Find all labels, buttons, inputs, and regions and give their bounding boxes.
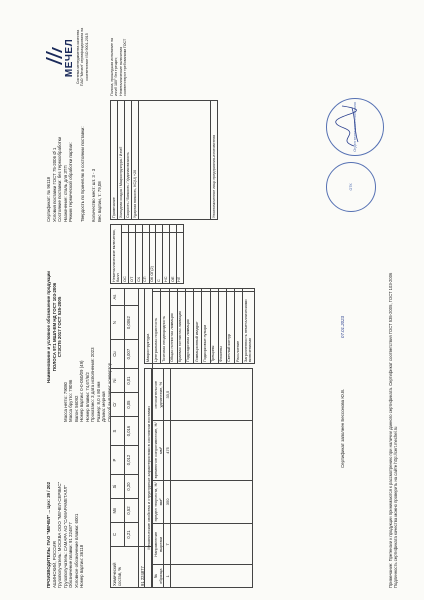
mech-header: Направление вырезки bbox=[152, 524, 164, 565]
mech-caption: Механические свойства и структурные характеристики в состоянии поставки bbox=[145, 369, 152, 588]
tests-table bbox=[110, 100, 218, 220]
inclusion-row: ОТ bbox=[129, 233, 136, 284]
inclusion-row: ОЕ bbox=[170, 233, 177, 284]
handwritten-signature bbox=[332, 104, 362, 148]
purpose: Назначение: сталь для ЗТП bbox=[62, 165, 68, 222]
mech-cell: 33,5 bbox=[164, 369, 171, 421]
heat-treatment: Режим термической обработки партии: bbox=[68, 142, 73, 222]
chem-col: Si bbox=[111, 475, 125, 499]
tests-title: Примечание bbox=[111, 101, 118, 220]
chem-col: P bbox=[111, 446, 125, 475]
sign-date: 07.01.2023 bbox=[340, 316, 345, 338]
inclusion-row: СП bbox=[142, 233, 149, 284]
inclusion-row: НЛ bbox=[176, 233, 183, 284]
melting-method: Способ выплавки: конвертор bbox=[106, 362, 112, 422]
chem-col: N bbox=[111, 306, 125, 340]
mech-cell: 350 bbox=[164, 480, 171, 524]
mech-cell: 475 bbox=[164, 421, 171, 480]
product-name: ПОЛОСА 9Т1 МШЛ-ЕМ НД ГОСТ 103-2006 bbox=[51, 282, 57, 372]
chem-col: Mn bbox=[111, 499, 125, 523]
header-mid bbox=[46, 232, 112, 422]
chem-value: 0,01 bbox=[125, 369, 139, 393]
heat-label: 91 224877 bbox=[139, 547, 153, 588]
test-row: Уполномоченное лицо предприятия-изготовителя bbox=[211, 101, 218, 220]
batch-number: Номер партии: 0-0-050/09 (49) bbox=[79, 360, 84, 422]
inclusion-row: ОС bbox=[122, 233, 129, 284]
chem-value: 0,0062 bbox=[125, 306, 139, 340]
qty-packs: Количество мест: шт. 3 - 3 bbox=[91, 168, 96, 222]
footer-note: Примечание: Претензии к продукции принимаются к рассмотрению при наличии данного сертификата. Сертификат соответствия ГОСТ 535-2005, ГОСТ 103-2006 bbox=[388, 272, 393, 588]
chem-value: 0,016 bbox=[125, 417, 139, 446]
chem-value: 0,52 bbox=[125, 499, 139, 523]
order-no: Обозначение плавки: 91 224877 bbox=[68, 522, 73, 588]
length: Длина: мерная bbox=[101, 391, 106, 422]
mechanical-properties-table bbox=[144, 368, 253, 588]
rolled: Прокатано: 3 дата исполнения: 2023 bbox=[90, 347, 95, 422]
product-standard: СТ3СП5 2017 ГОСТ 535-2005 bbox=[57, 296, 62, 358]
mech-header: относительное удлинение, % bbox=[152, 369, 164, 421]
inclusions-title: Неметаллические включения, балл bbox=[111, 225, 122, 284]
chem-head-label: Химический состав, % bbox=[111, 547, 139, 588]
footer bbox=[388, 48, 399, 588]
chem-value: 0,21 bbox=[125, 523, 139, 547]
mech-cell: 1 bbox=[164, 565, 171, 588]
header-left bbox=[46, 438, 85, 588]
product-title: Наименование и условное обозначение продукции bbox=[46, 271, 51, 383]
hardness: Твердость по Бринеллю в состоянии поставки: bbox=[79, 126, 85, 222]
chem-col: Cu bbox=[111, 340, 125, 369]
wagon: Вагон: 56092 bbox=[73, 395, 79, 422]
chem-col: Cr bbox=[111, 393, 125, 417]
macrostructure-table bbox=[144, 288, 255, 364]
chem-value bbox=[125, 289, 139, 306]
macro-row-label: Точечная неоднородность bbox=[161, 292, 169, 364]
macro-row-label: Подусадочная ликвация bbox=[185, 292, 193, 364]
mech-header: предел текучести, Н/мм² bbox=[152, 480, 164, 524]
brand-name: МЕЧЕЛ bbox=[64, 38, 75, 78]
chem-value: 0,05 bbox=[125, 393, 139, 417]
macro-row-label: Краевая пятнистая ликвация bbox=[177, 292, 185, 364]
size: Размер: 8,0 х 80 мм bbox=[95, 381, 101, 422]
macro-row-label: Ликвационный квадрат bbox=[194, 292, 202, 364]
batch-no: Номер партии: 36118 bbox=[79, 544, 84, 588]
chem-value: 0,012 bbox=[125, 446, 139, 475]
macro-row-label: Загрязненность неметаллическими включениями bbox=[243, 292, 254, 364]
chem-col: Ni bbox=[111, 369, 125, 393]
signer-name: Сертификат заполнен Бессонова Ю.В. bbox=[340, 388, 345, 468]
mass-net: Масса нетто: 79080 bbox=[62, 382, 68, 422]
inclusions-table bbox=[110, 224, 184, 284]
mech-cell: Т bbox=[164, 524, 171, 565]
inclusion-row: ОК ОГ(2) bbox=[149, 233, 156, 284]
macro-row-label: Центральная пористость bbox=[153, 292, 161, 364]
mech-header: № образца bbox=[152, 565, 164, 588]
chem-value: 0,20 bbox=[125, 475, 139, 499]
heat-number: Номер плавки: 74,6Т/6/2 bbox=[84, 372, 90, 422]
mechel-mark-icon bbox=[44, 46, 64, 68]
notes-text: Полоса, прошедшая испытание на изгиб 180° без трещин; Неметаллические включения соответствуют требованиям ГОСТ bbox=[110, 37, 128, 96]
recipient: Грузополучатель: МОСКВА ООО "МЕЧЕЛ-СЕРВИС" bbox=[57, 481, 62, 588]
delivery-terms: Условия поставки ГОСТ 75-2006 Ø 1 bbox=[51, 147, 57, 222]
mech-header: временное сопротивление, Н/мм² bbox=[152, 422, 163, 479]
test-row: Скорость / Вязкость / Ударная вязкость bbox=[125, 101, 132, 220]
inclusion-row: СХ bbox=[136, 233, 143, 284]
consignee: Грузополучатель: САМАРА АО "САМАРАМЕТАЛЛ" bbox=[62, 485, 68, 588]
macro-row-label: Подкорковые пузыри bbox=[202, 292, 210, 364]
weight-packs: Вес партии, т: 79,08 bbox=[96, 181, 102, 222]
manufacturer: ПРОИЗВОДИТЕЛЬ: ПАО "МЕЧЕЛ" ... Цех: 39 / 202 bbox=[46, 481, 51, 588]
header-right bbox=[46, 92, 102, 222]
macro-row-label: Расслоение bbox=[235, 292, 243, 364]
macro-row-label: Трещины bbox=[210, 292, 218, 364]
address: АШИНСКИЙ, РОССИЯ bbox=[51, 541, 57, 588]
certificate-number: Сертификат: № 96118 bbox=[46, 176, 51, 222]
chem-col: C bbox=[111, 523, 125, 547]
otk-stamp: ОТК bbox=[326, 162, 376, 212]
test-row: Холодная осадка / Макроструктура / Изгиб bbox=[118, 101, 125, 220]
chem-col: S bbox=[111, 417, 125, 446]
mass-gross: Масса брутто: 79096 bbox=[68, 379, 73, 422]
macro-row-label: Флокены bbox=[218, 292, 226, 364]
mechel-logo bbox=[44, 27, 89, 87]
test-row: Ударная вязкость, КС(U) +20 bbox=[132, 101, 139, 220]
quality-system-note: Система менеджмента качества ПАО "Мечел" сертифицирована на соответствие ISO 9001-2015 bbox=[76, 27, 89, 87]
macro-title: Макроструктура bbox=[145, 289, 153, 364]
macro-row-label: Общая пятнистая ликвация bbox=[169, 292, 177, 364]
footer-verify: Подлинность сертификата качества можно проверить на сайте http://cert.mechel.ru bbox=[393, 426, 399, 588]
contract-no: Условное обозначение плавки: 6001 bbox=[73, 513, 79, 588]
delivery-state: Состояние поставки: без термообработки bbox=[57, 136, 62, 222]
chem-col: As bbox=[111, 289, 125, 306]
inclusion-row: С bbox=[156, 233, 163, 284]
rotated-page bbox=[40, 27, 424, 592]
inclusion-row: НС bbox=[163, 233, 170, 284]
macro-row-label: Светлый контур bbox=[226, 292, 234, 364]
chem-value: 0,007 bbox=[125, 340, 139, 369]
quality-dept-stamp: Отдел технического контроля bbox=[326, 98, 384, 156]
